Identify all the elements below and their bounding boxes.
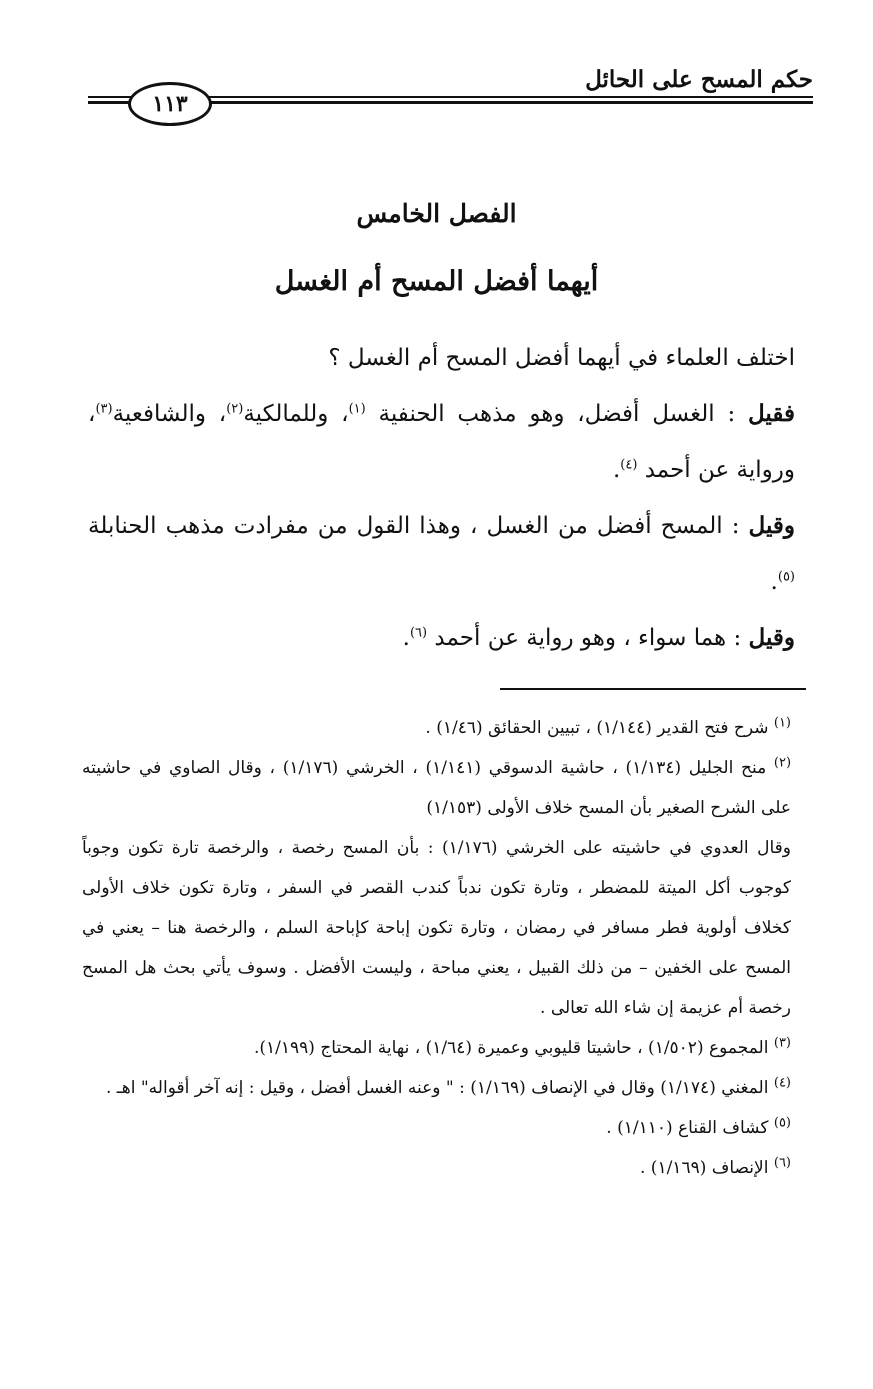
footnote-text: الإنصاف (١/١٦٩) . bbox=[640, 1158, 774, 1178]
opinion-lead: وقيل bbox=[748, 512, 795, 539]
footnote-text: المغني (١/١٧٤) وقال في الإنصاف (١/١٦٩) : " وعنه الغسل أفضل ، وقيل : إنه آخر أقواله" اهـ . bbox=[105, 1078, 774, 1098]
opinion-2-paragraph bbox=[88, 498, 813, 610]
opinion-lead: فقيل bbox=[748, 400, 796, 427]
footnote-ref: (٣) bbox=[95, 401, 113, 417]
opinion-text: . bbox=[402, 625, 410, 651]
chapter-label: الفصل الخامس bbox=[356, 199, 517, 228]
footnote-separator bbox=[500, 688, 806, 690]
page-number: ١١٣ bbox=[152, 91, 188, 117]
main-text bbox=[88, 330, 813, 666]
page-number-oval bbox=[128, 82, 212, 126]
footnote-3 bbox=[82, 1028, 813, 1068]
footnote-ref: (٤) bbox=[620, 457, 638, 473]
opinion-lead: وقيل bbox=[748, 624, 795, 651]
opinion-text: . bbox=[770, 569, 778, 595]
footnote-marker: (٣) bbox=[773, 1035, 791, 1051]
opinion-text: ، وللمالكية bbox=[243, 401, 349, 427]
footnote-ref: (١) bbox=[348, 401, 366, 417]
chapter-title: أيهما أفضل المسح أم الغسل bbox=[274, 266, 599, 297]
footnotes bbox=[82, 708, 813, 1188]
footnote-text: المجموع (١/٥٠٢) ، حاشيتا قليوبي وعميرة (١/٦٤) ، نهاية المحتاج (١/١٩٩). bbox=[253, 1038, 774, 1058]
running-title: حكم المسح على الحائل bbox=[585, 66, 813, 93]
opinion-text: . bbox=[612, 457, 621, 483]
footnote-text: كشاف القناع (١/١١٠) . bbox=[606, 1118, 774, 1138]
opinion-3-paragraph bbox=[88, 610, 813, 666]
footnote-4 bbox=[82, 1068, 813, 1108]
footnote-text: شرح فتح القدير (١/١٤٤) ، تبيين الحقائق (١/٤٦) . bbox=[425, 718, 774, 738]
footnote-text: منح الجليل (١/١٣٤) ، حاشية الدسوقي (١/١٤١) ، الخرشي (١/١٧٦) ، وقال الصاوي في حاشيته على الشرح الصغير بأن المسح خلاف الأولى (١/١٥٣) bbox=[82, 758, 791, 818]
opinion-1-paragraph bbox=[88, 386, 813, 498]
question-paragraph: اختلف العلماء في أيهما أفضل المسح أم الغسل ؟ bbox=[328, 345, 795, 371]
footnote-marker: (٦) bbox=[773, 1155, 791, 1171]
opinion-text: ، والشافعية bbox=[112, 401, 227, 427]
footnote-marker: (٢) bbox=[773, 755, 792, 771]
footnote-2 bbox=[82, 748, 813, 828]
footnote-2-continued: وقال العدوي في حاشيته على الخرشي (١/١٧٦) : بأن المسح رخصة ، والرخصة تارة تكون وجوباً كوجوب أكل الميتة للمضطر ، وتارة تكون ندباً كندب القصر في السفر ، وتارة تكون خلاف الأولى كخلاف أولوية فطر مسافر في رمضان ، وتارة تكون إباحة كإباحة السلم ، والرخصة هنا – يعني في المسح على الخفين – من ذلك القبيل ، يعني مباحة ، وليست الأفضل . وسوف يأتي بحث هل المسح رخصة أم عزيمة إن شاء الله تعالى . bbox=[82, 838, 791, 1018]
footnote-6 bbox=[82, 1148, 813, 1188]
opinion-text: : المسح أفضل من الغسل ، وهذا القول من مفرادت مذهب الحنابلة bbox=[88, 513, 749, 539]
footnote-ref: (٥) bbox=[777, 569, 795, 585]
opinion-text: ، ورواية عن أحمد bbox=[88, 401, 795, 483]
opinion-text: : هما سواء ، وهو رواية عن أحمد bbox=[427, 625, 749, 651]
opinion-text: : الغسل أفضل، وهو مذهب الحنفية bbox=[365, 401, 749, 427]
footnote-1 bbox=[82, 708, 813, 748]
footnote-marker: (٥) bbox=[773, 1115, 791, 1131]
footnote-5 bbox=[82, 1108, 813, 1148]
footnote-marker: (٤) bbox=[773, 1075, 791, 1091]
footnote-ref: (٦) bbox=[409, 625, 428, 641]
footnote-ref: (٢) bbox=[226, 401, 244, 417]
footnote-marker: (١) bbox=[773, 715, 791, 731]
